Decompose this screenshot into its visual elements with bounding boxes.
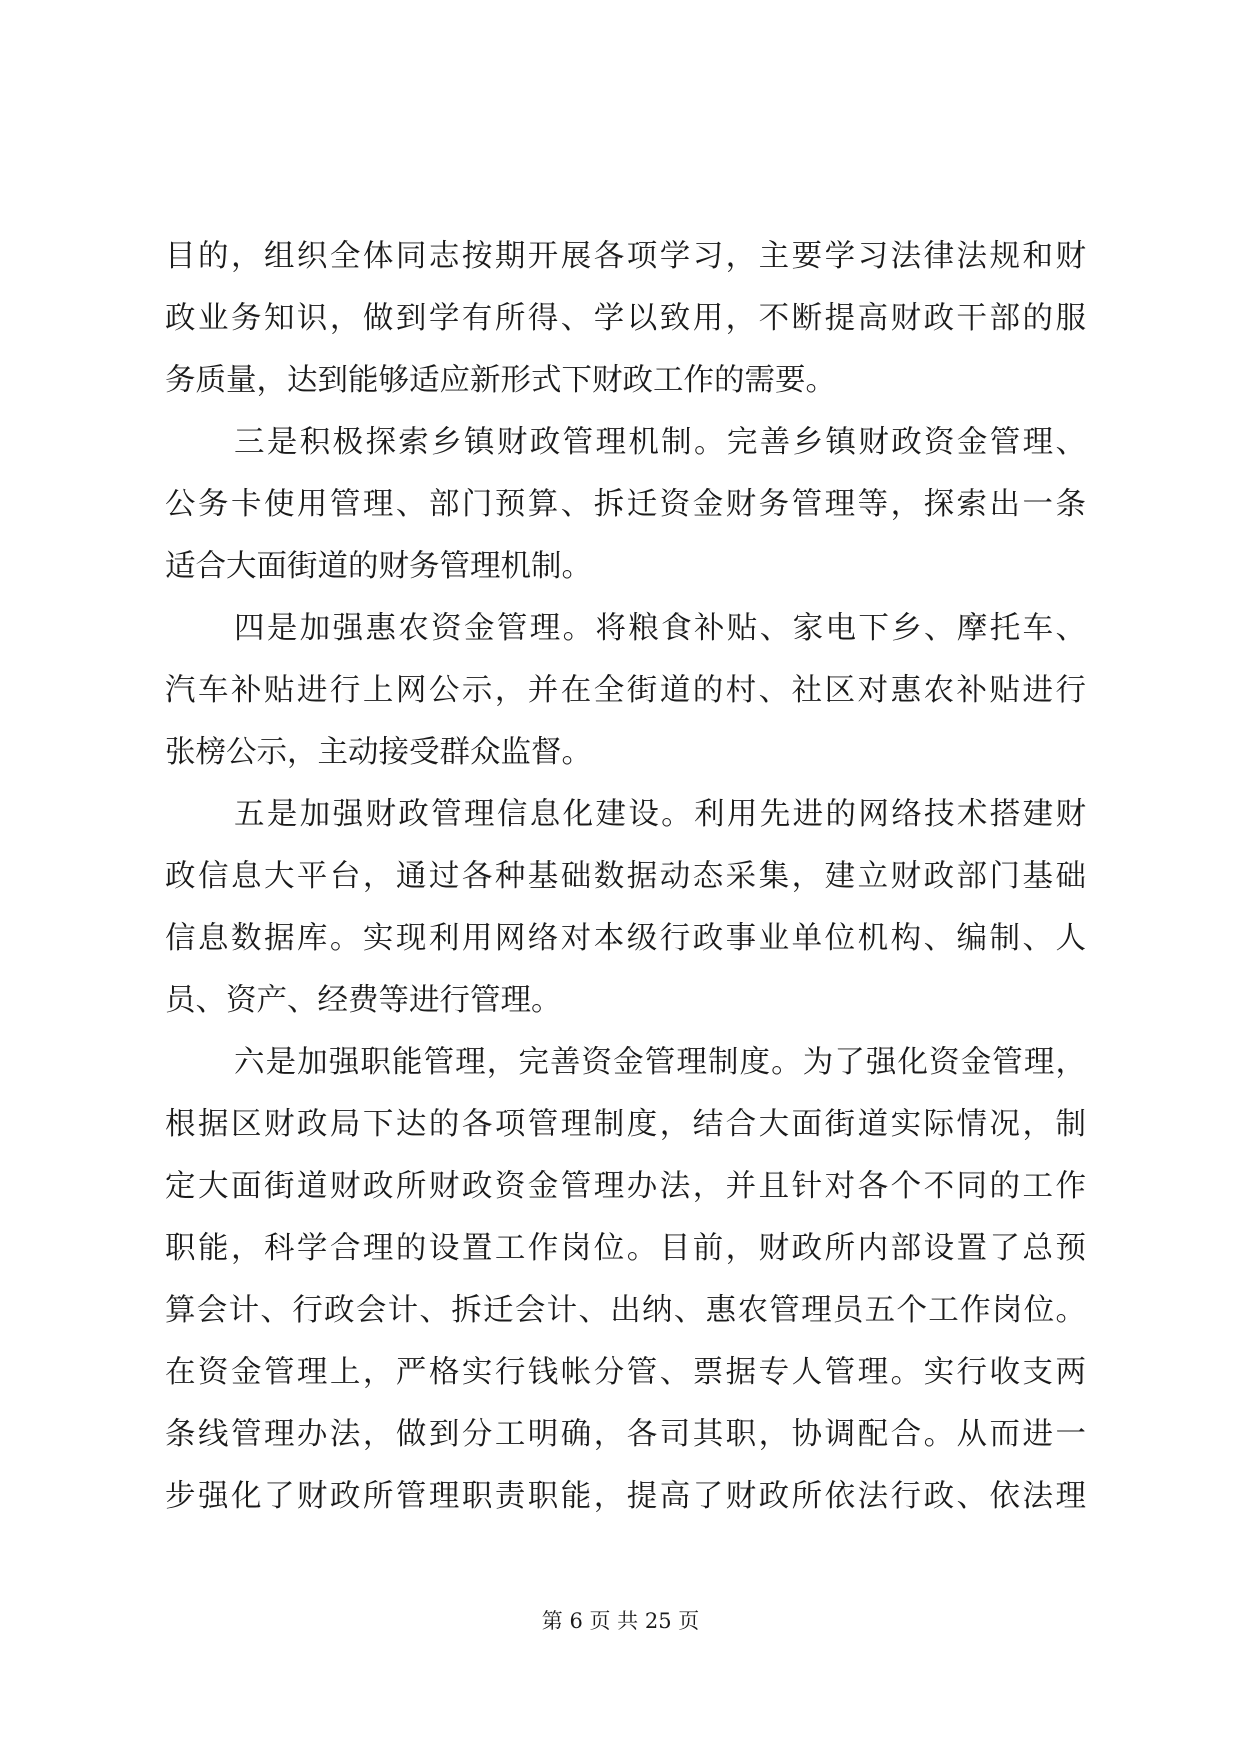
paragraph-2 xyxy=(165,412,1086,598)
text-line: 务质量，达到能够适应新形式下财政工作的需要。 xyxy=(165,363,836,398)
text-line: 五是加强财政管理信息化建设。利用先进的网络技术搭建财 xyxy=(234,797,1086,832)
text-line: 信息数据库。实现利用网络对本级行政事业单位机构、编制、人 xyxy=(165,921,1086,956)
document-body xyxy=(165,226,1086,1528)
text-line: 张榜公示，主动接受群众监督。 xyxy=(165,735,592,770)
text-line: 步强化了财政所管理职责职能，提高了财政所依法行政、依法理 xyxy=(165,1479,1086,1514)
paragraph-4 xyxy=(165,784,1086,1032)
text-line: 四是加强惠农资金管理。将粮食补贴、家电下乡、摩托车、 xyxy=(234,611,1086,646)
text-line: 汽车补贴进行上网公示，并在全街道的村、社区对惠农补贴进行 xyxy=(165,673,1086,708)
text-line: 员、资产、经费等进行管理。 xyxy=(165,983,562,1018)
text-line: 目的，组织全体同志按期开展各项学习，主要学习法律法规和财 xyxy=(165,239,1086,274)
text-line: 政信息大平台，通过各种基础数据动态采集，建立财政部门基础 xyxy=(165,859,1086,894)
text-line: 条线管理办法，做到分工明确，各司其职，协调配合。从而进一 xyxy=(165,1417,1086,1452)
text-line: 在资金管理上，严格实行钱帐分管、票据专人管理。实行收支两 xyxy=(165,1355,1086,1390)
text-line: 六是加强职能管理，完善资金管理制度。为了强化资金管理， xyxy=(234,1045,1086,1080)
paragraph-1 xyxy=(165,226,1086,412)
paragraph-5 xyxy=(165,1032,1086,1528)
text-line: 公务卡使用管理、部门预算、拆迁资金财务管理等，探索出一条 xyxy=(165,487,1086,522)
text-line: 职能，科学合理的设置工作岗位。目前，财政所内部设置了总预 xyxy=(165,1231,1086,1266)
text-line: 政业务知识，做到学有所得、学以致用，不断提高财政干部的服 xyxy=(165,301,1086,336)
page-number-footer: 第 6 页 共 25 页 xyxy=(541,1609,700,1633)
text-line: 适合大面街道的财务管理机制。 xyxy=(165,549,592,584)
text-line: 算会计、行政会计、拆迁会计、出纳、惠农管理员五个工作岗位。 xyxy=(165,1293,1086,1328)
text-line: 定大面街道财政所财政资金管理办法，并且针对各个不同的工作 xyxy=(165,1169,1086,1204)
text-line: 三是积极探索乡镇财政管理机制。完善乡镇财政资金管理、 xyxy=(234,425,1086,460)
paragraph-3 xyxy=(165,598,1086,784)
text-line: 根据区财政局下达的各项管理制度，结合大面街道实际情况，制 xyxy=(165,1107,1086,1142)
